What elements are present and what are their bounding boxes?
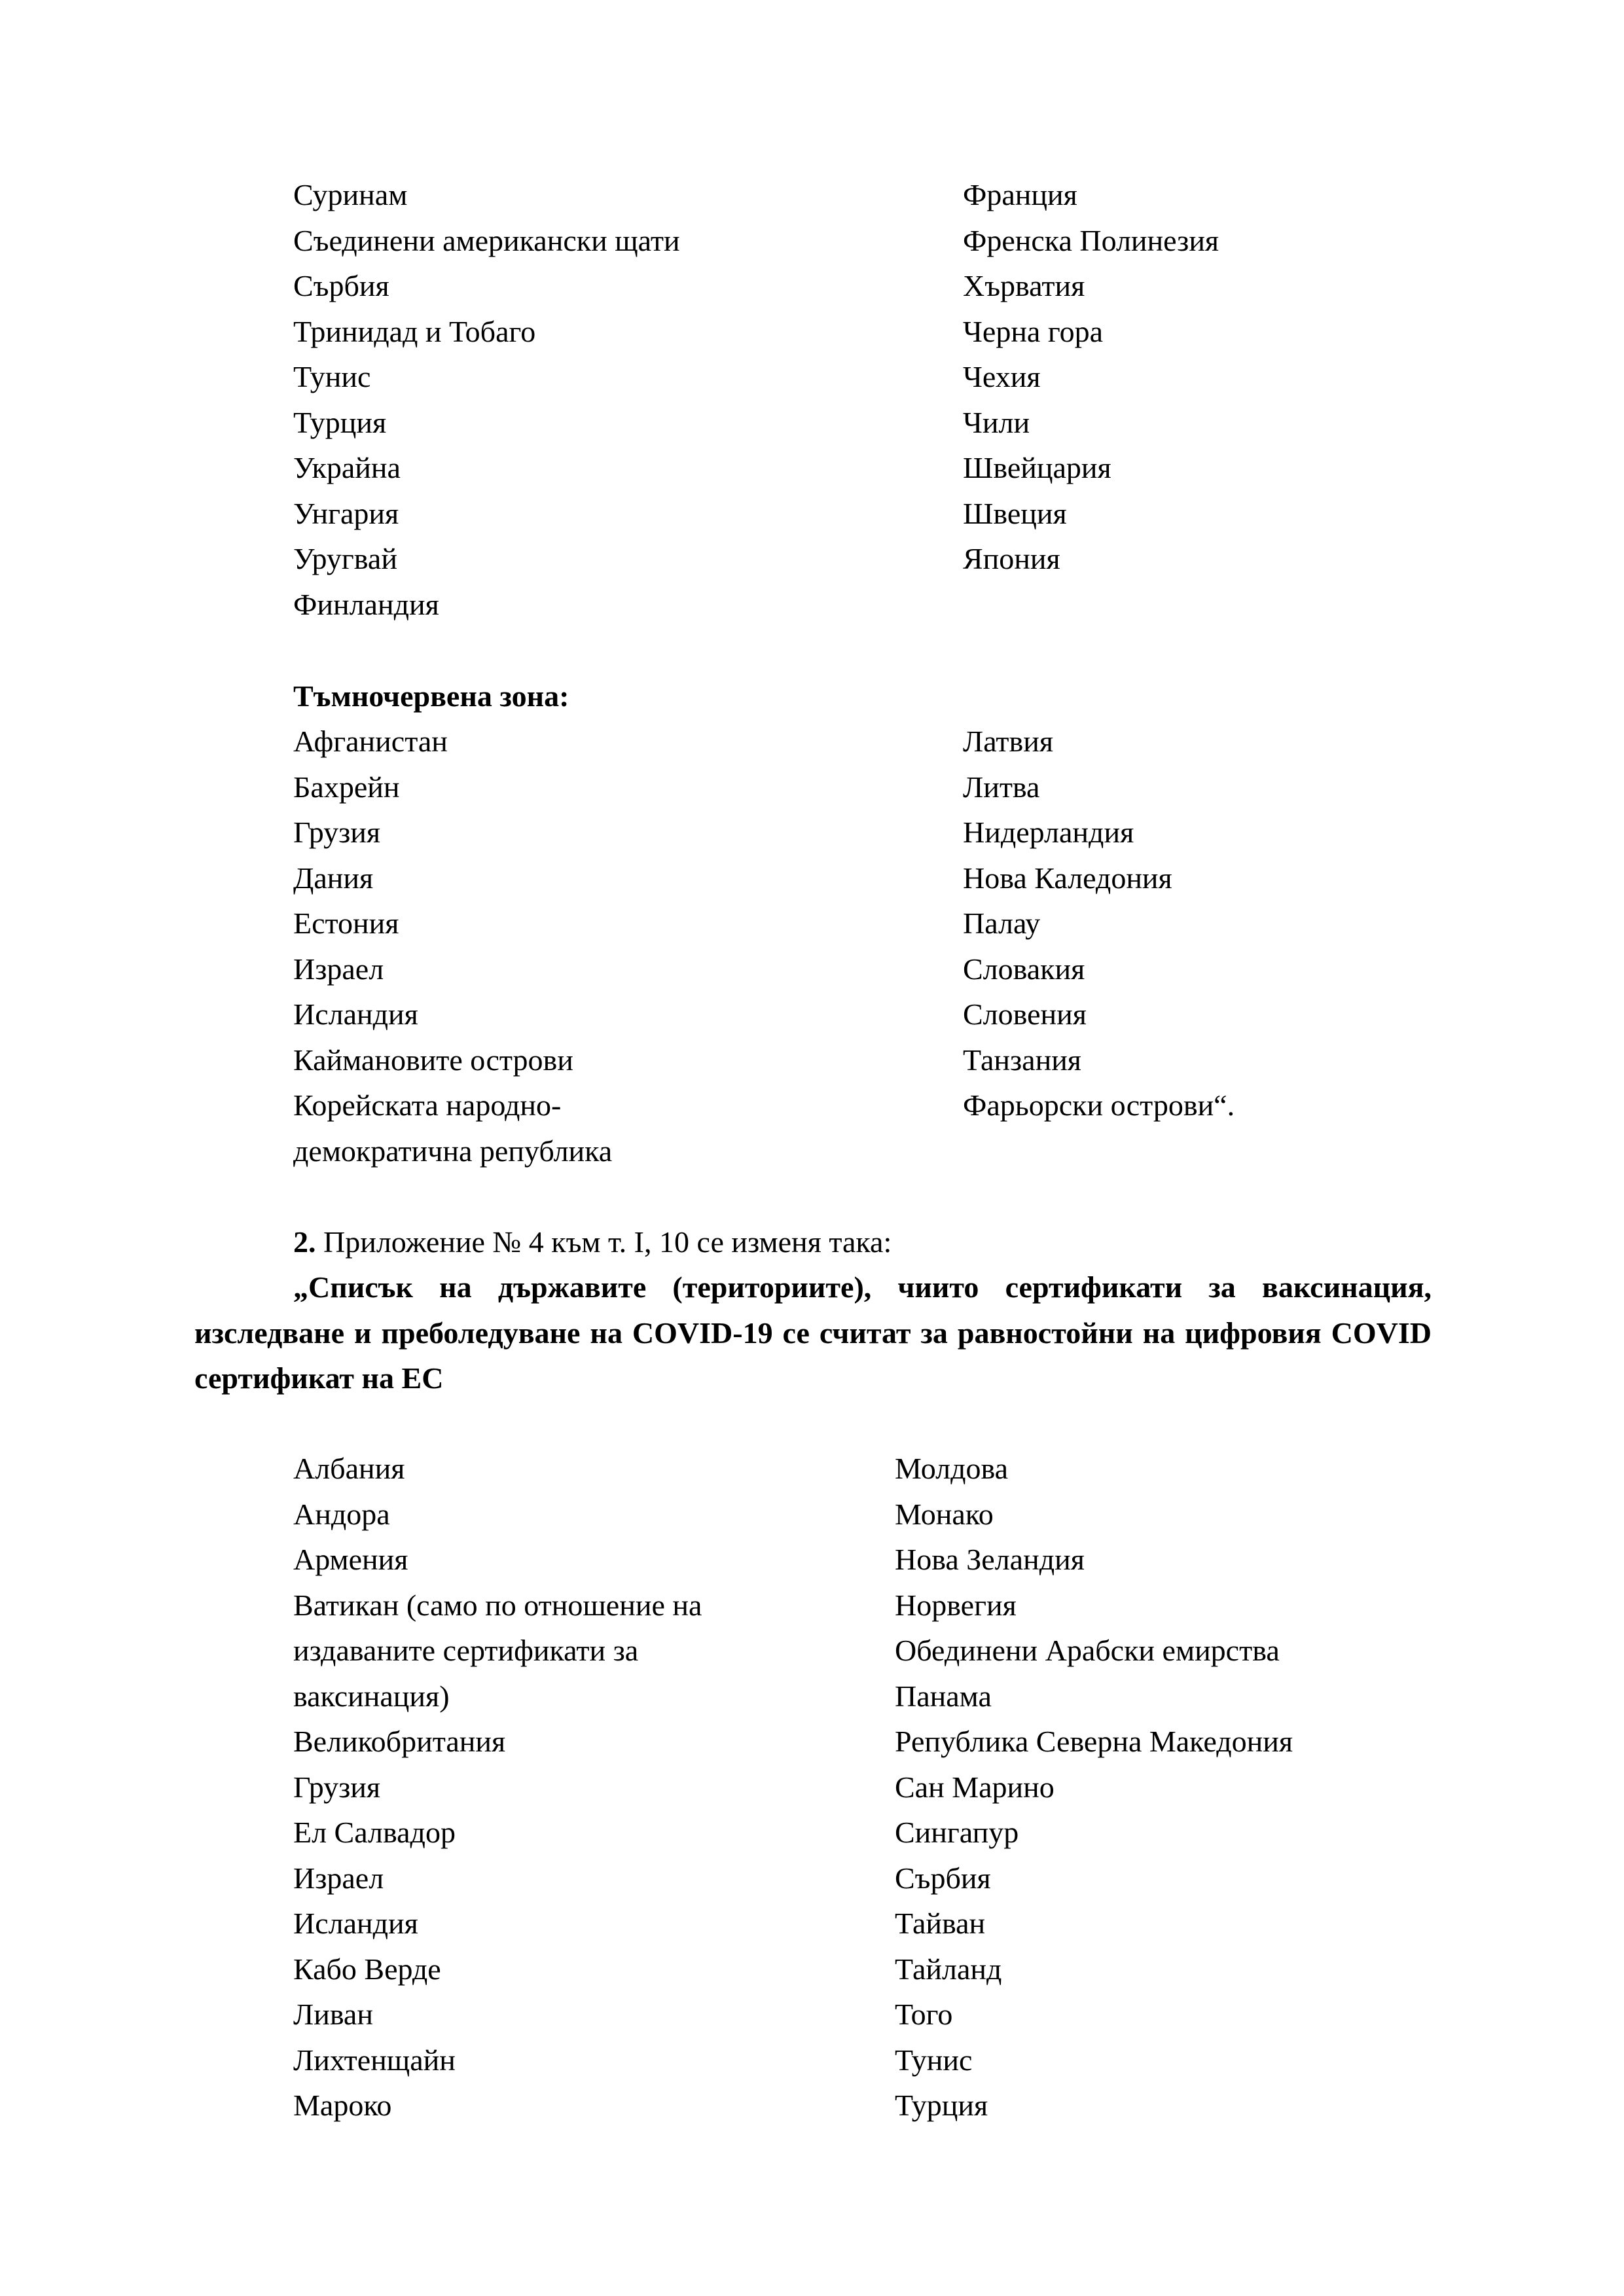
country-list-item: Тайланд bbox=[895, 1952, 1002, 1986]
country-list-item: Сърбия bbox=[293, 269, 389, 302]
country-list-item: Украйна bbox=[293, 451, 401, 484]
country-list-item: Уругвай bbox=[293, 542, 397, 575]
country-list-item: Литва bbox=[963, 770, 1040, 804]
country-list-item: Грузия bbox=[293, 816, 381, 849]
amendment-paragraph bbox=[293, 1219, 892, 1265]
country-list-item: Швеция bbox=[963, 496, 1067, 530]
country-list-item: Дания bbox=[293, 861, 374, 895]
country-list-item: Тринидад и Тобаго bbox=[293, 314, 536, 348]
country-list-item: Швейцария bbox=[963, 451, 1111, 484]
country-list-item: издаваните сертификати за bbox=[293, 1634, 639, 1667]
country-list-item: ваксинация) bbox=[293, 1679, 450, 1713]
country-list-item: Ватикан (само по отношение на bbox=[293, 1588, 702, 1622]
country-list-item: Суринам bbox=[293, 178, 408, 211]
dark-red-zone-heading: Тъмночервена зона: bbox=[293, 679, 569, 713]
annex-title: „Списък на държавите (териториите), чиито сертификати за ваксинация, изследване и преболедуване на COVID-19 се считат за равностойни на цифровия COVID сертификат на ЕС bbox=[194, 1270, 1432, 1395]
country-list-item: Израел bbox=[293, 1861, 384, 1895]
country-list-item: Бахрейн bbox=[293, 770, 400, 804]
country-list-item: Исландия bbox=[293, 1907, 418, 1940]
country-list-item: Обединени Арабски емирства bbox=[895, 1634, 1280, 1667]
country-list-item: Грузия bbox=[293, 1770, 381, 1804]
country-list-item: Андора bbox=[293, 1497, 390, 1531]
dark-red-zone-list-left bbox=[293, 719, 612, 1174]
country-list-item: Танзания bbox=[963, 1043, 1081, 1077]
country-list-item: Корейската народно- bbox=[293, 1088, 562, 1122]
country-list-item: Кабо Верде bbox=[293, 1952, 441, 1986]
dark-red-zone-list-right bbox=[963, 719, 1235, 1128]
country-list-item: Израел bbox=[293, 952, 384, 986]
country-list-item: Турция bbox=[895, 2089, 988, 2122]
country-list-item: Молдова bbox=[895, 1452, 1009, 1485]
country-list-item: Сърбия bbox=[895, 1861, 991, 1895]
certificate-country-list-left bbox=[293, 1446, 702, 2128]
country-list-left bbox=[293, 172, 680, 627]
country-list-item: Фарьорски острови“. bbox=[963, 1088, 1235, 1122]
country-list-item: демократична република bbox=[293, 1134, 613, 1168]
amendment-text: Приложение № 4 към т. I, 10 се изменя така: bbox=[316, 1225, 892, 1259]
country-list-item: Албания bbox=[293, 1452, 405, 1485]
country-list-item: Того bbox=[895, 1998, 953, 2031]
country-list-item: Великобритания bbox=[293, 1725, 506, 1758]
country-list-item: Ел Салвадор bbox=[293, 1816, 456, 1849]
amendment-number: 2. bbox=[293, 1225, 316, 1259]
country-list-item: Тайван bbox=[895, 1907, 986, 1940]
country-list-item: Тунис bbox=[895, 2043, 973, 2077]
country-list-item: Сингапур bbox=[895, 1816, 1019, 1849]
country-list-item: Афганистан bbox=[293, 725, 448, 758]
country-list-item: Съединени американски щати bbox=[293, 223, 680, 257]
country-list-item: Япония bbox=[963, 542, 1060, 575]
certificate-country-list-right bbox=[895, 1446, 1293, 2128]
country-list-item: Турция bbox=[293, 405, 387, 439]
country-list-item: Каймановите острови bbox=[293, 1043, 573, 1077]
country-list-item: Словения bbox=[963, 997, 1087, 1031]
country-list-item: Словакия bbox=[963, 952, 1085, 986]
country-list-item: Панама bbox=[895, 1679, 992, 1713]
country-list-item: Френска Полинезия bbox=[963, 223, 1219, 257]
country-list-item: Република Северна Македония bbox=[895, 1725, 1293, 1758]
country-list-item: Нидерландия bbox=[963, 816, 1134, 849]
country-list-item: Финландия bbox=[293, 587, 439, 621]
country-list-item: Чили bbox=[963, 405, 1030, 439]
country-list-item: Латвия bbox=[963, 725, 1054, 758]
country-list-item: Армения bbox=[293, 1543, 408, 1576]
country-list-item: Ливан bbox=[293, 1998, 373, 2031]
country-list-item: Лихтенщайн bbox=[293, 2043, 456, 2077]
country-list-item: Нова Каледония bbox=[963, 861, 1172, 895]
country-list-item: Унгария bbox=[293, 496, 399, 530]
country-list-item: Нова Зеландия bbox=[895, 1543, 1085, 1576]
country-list-item: Франция bbox=[963, 178, 1077, 211]
country-list-item: Черна гора bbox=[963, 314, 1103, 348]
country-list-item: Тунис bbox=[293, 360, 371, 393]
country-list-item: Чехия bbox=[963, 360, 1041, 393]
country-list-item: Естония bbox=[293, 906, 399, 940]
country-list-item: Хърватия bbox=[963, 269, 1085, 302]
country-list-item: Палау bbox=[963, 906, 1041, 940]
country-list-item: Норвегия bbox=[895, 1588, 1017, 1622]
country-list-item: Мароко bbox=[293, 2089, 392, 2122]
country-list-item: Исландия bbox=[293, 997, 418, 1031]
country-list-item: Сан Марино bbox=[895, 1770, 1055, 1804]
country-list-item: Монако bbox=[895, 1497, 994, 1531]
country-list-right bbox=[963, 172, 1219, 582]
